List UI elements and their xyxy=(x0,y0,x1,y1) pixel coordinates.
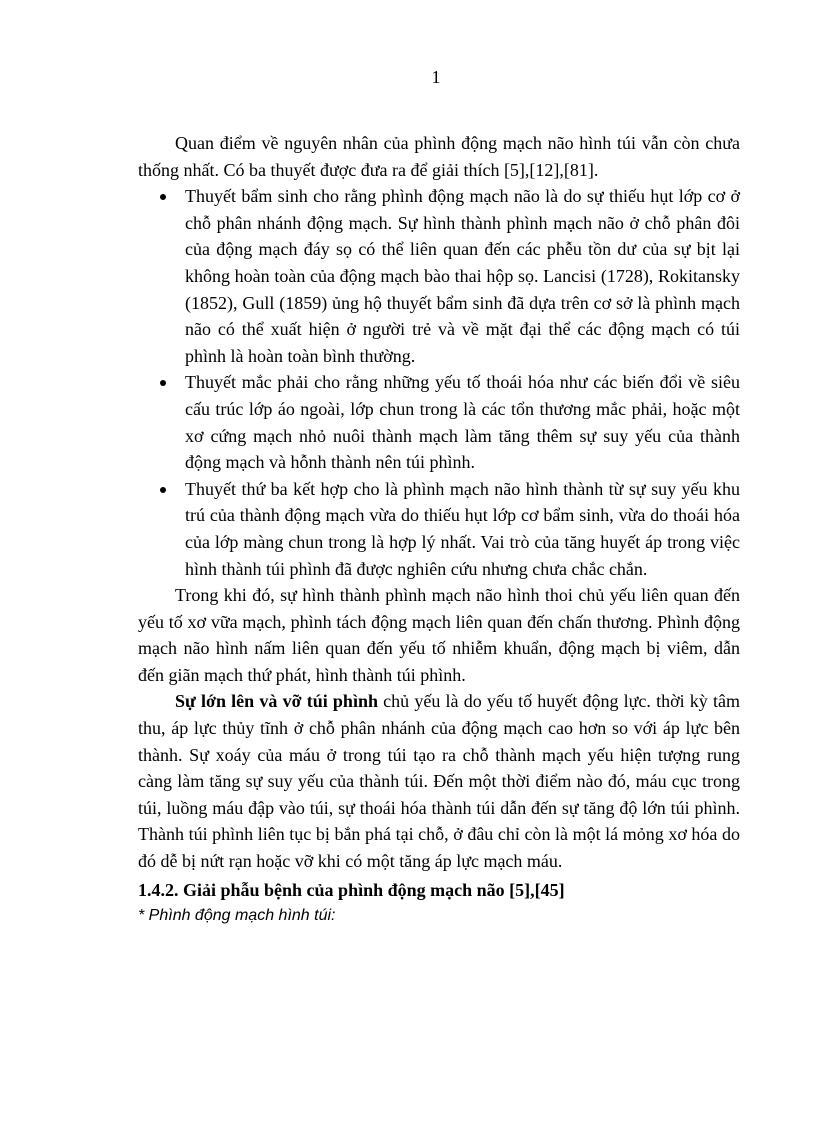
list-item-text: Thuyết bẩm sinh cho rằng phình động mạch não là do sự thiếu hụt lớp cơ ở chỗ phân nhánh động mạch. Sự hình thành phình mạch não ở chỗ phân đôi của động mạch đáy sọ có thể liên quan đến các phễu tồn dư của sự bịt lại không hoàn toàn của động mạch bào thai hộp sọ. Lancisi (1728), Rokitansky (1852), Gull (1859) ủng hộ thuyết bẩm sinh đã dựa trên cơ sở là phình mạch não có thể xuất hiện ở người trẻ và về mặt đại thể các động mạch có túi phình là hoàn toàn bình thường. xyxy=(185,186,740,366)
section-heading: 1.4.2. Giải phẫu bệnh của phình động mạch não [5],[45] xyxy=(138,879,565,900)
list-item xyxy=(138,369,740,475)
shape-paragraph: Trong khi đó, sự hình thành phình mạch não hình thoi chủ yếu liên quan đến yếu tố xơ vữa mạch, phình tách động mạch liên quan đến chấn thương. Phình động mạch não hình nấm liên quan đến yếu tố nhiễm khuẩn, động mạch bị viêm, dẫn đến giãn mạch thứ phát, hình thành túi phình. xyxy=(138,585,740,685)
rupture-lead: Sự lớn lên và vỡ túi phình xyxy=(175,691,378,712)
list-item-text: Thuyết thứ ba kết hợp cho là phình mạch não hình thành từ sự suy yếu khu trú của thành động mạch vừa do thiếu hụt lớp cơ bẩm sinh, vừa do thoái hóa của lớp màng chun trong là hợp lý nhất. Vai trò của tăng huyết áp trong việc hình thành túi phình đã được nghiên cứu nhưng chưa chắc chắn. xyxy=(185,478,740,579)
section-subheading: * Phình động mạch hình túi: xyxy=(138,907,336,925)
list-item xyxy=(138,476,740,582)
page-number: 1 xyxy=(431,67,441,87)
list-item xyxy=(138,183,740,369)
rupture-body: chủ yếu là do yếu tố huyết động lực. thời kỳ tâm thu, áp lực thủy tĩnh ở chỗ phân nhánh của động mạch cao hơn so với áp lực bên thành. Sự xoáy của máu ở trong túi tạo ra chỗ thành mạch yếu hiện tượng rung càng làm tăng sự suy yếu của thành túi. Đến một thời điểm nào đó, máu cục trong túi, luồng máu đập vào túi, sự thoái hóa thành túi dẫn đến sự tăng độ lớn túi phình. Thành túi phình liên tục bị bắn phá tại chỗ, ở đâu chỉ còn là một lá mỏng xơ hóa do đó dễ bị nứt rạn hoặc vỡ khi có một tăng áp lực mạch máu. xyxy=(138,691,740,872)
intro-paragraph: Quan điểm về nguyên nhân của phình động mạch não hình túi vẫn còn chưa thống nhất. Có ba thuyết được đưa ra để giải thích [5],[12],[81]. xyxy=(138,133,740,180)
bullet-icon xyxy=(160,194,166,200)
bullet-icon xyxy=(160,487,166,493)
document-body xyxy=(138,130,740,930)
list-item-text: Thuyết mắc phải cho rằng những yếu tố thoái hóa như các biến đổi về siêu cấu trúc lớp áo ngoài, lớp chun trong là các tổn thương mắc phải, hoặc một xơ cứng mạch nhỏ nuôi thành mạch làm tăng thêm sự suy yếu của thành động mạch và hỗnh thành nên túi phình. xyxy=(185,372,740,473)
bullet-icon xyxy=(160,380,166,386)
theory-list xyxy=(138,183,740,582)
rupture-paragraph xyxy=(138,688,740,874)
